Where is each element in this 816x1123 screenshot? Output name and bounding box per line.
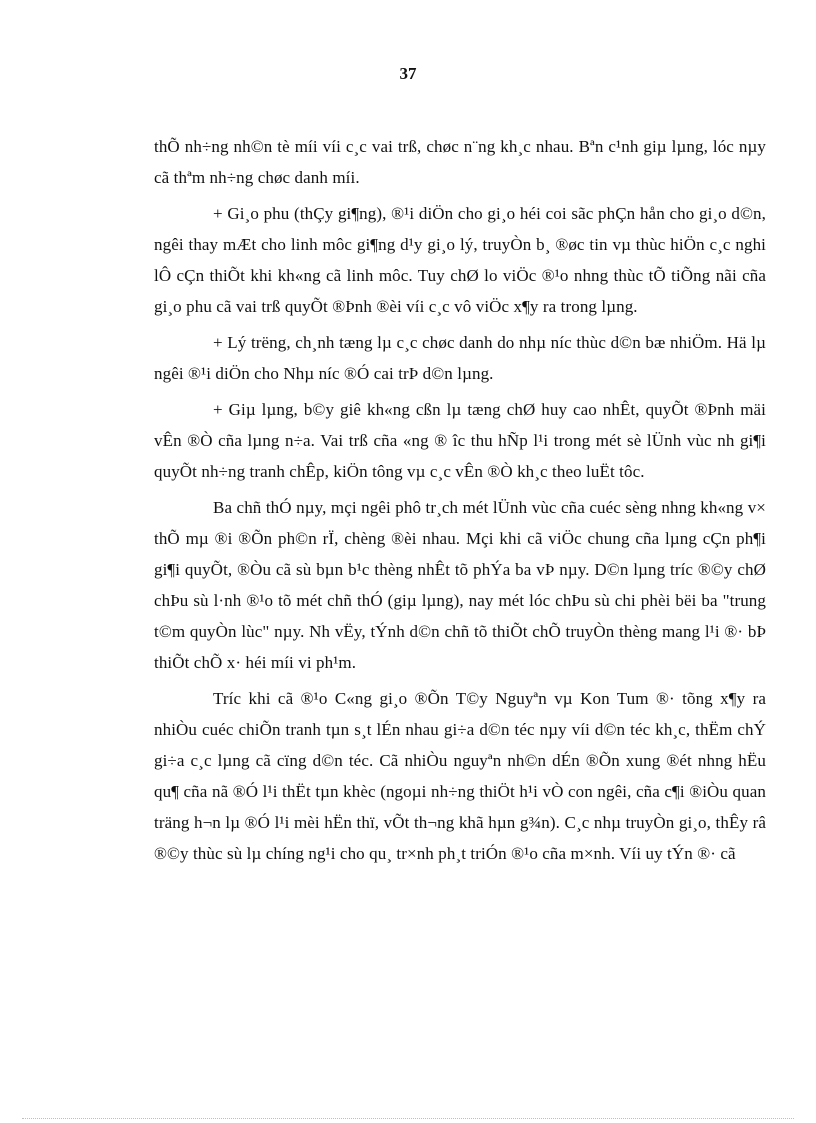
paragraph-continued: thÕ nh÷ng nh©n tè míi víi c¸c vai trß, chøc n¨ng kh¸c nhau. Bªn c¹nh giµ lµng, lóc nµy cã thªm nh÷ng chøc danh míi. bbox=[154, 137, 766, 187]
page-bottom-divider bbox=[22, 1118, 794, 1119]
paragraph-gia-lang: + Giµ lµng, b©y giê kh«ng cßn lµ tæng chØ huy cao nhÊt, quyÕt ®Þnh mäi vÊn ®Ò cña lµng n÷a. Vai trß cña «ng ® îc thu hÑp l¹i trong mét sè lÜnh vùc nh gi¶i quyÕt nh÷ng tranh chÊp, kiÖn tông vµ c¸c vÊn ®Ò kh¸c theo luËt tôc. bbox=[154, 400, 766, 481]
paragraph-ba-chu-the: Ba chñ thÓ nµy, mçi ngêi phô tr¸ch mét lÜnh vùc cña cuéc sèng nhng kh«ng v× thÕ mµ ®i ®Õn ph©n rÏ, chèng ®èi nhau. Mçi khi cã viÖc chung cña lµng cÇn ph¶i gi¶i quyÕt, ®Òu cã sù bµn b¹c thèng nhÊt tõ phÝa ba vÞ nµy. D©n lµng tríc ®©y chØ chÞu sù l·nh ®¹o tõ mét chñ thÓ (giµ lµng), nay mét lóc chÞu sù chi phèi bëi ba "trung t©m quyÒn lùc" nµy. Nh vËy, tÝnh d©n chñ tõ thiÕt chÕ truyÒn thèng mang l¹i ®· bÞ thiÕt chÕ x· héi míi vi ph¹m. bbox=[154, 498, 766, 672]
paragraph-truoc-khi: Tríc khi cã ®¹o C«ng gi¸o ®Õn T©y Nguyªn vµ Kon Tum ®· tõng x¶y ra nhiÒu cuéc chiÕn tranh tµn s¸t lÉn nhau gi÷a d©n téc nµy víi d©n téc kh¸c, thËm chÝ gi÷a c¸c lµng cã cïng d©n téc. Cã nhiÒu nguyªn nh©n dÉn ®Õn xung ®ét nhng hËu qu¶ cña nã ®Ó l¹i thËt tµn khèc (ngoµi nh÷ng thiÖt h¹i vÒ con ngêi, cña c¶i ®iÒu quan träng h¬n lµ ®Ó l¹i mèi hËn thï, vÕt th¬ng khã hµn g¾n). C¸c nhµ truyÒn gi¸o, thÊy râ ®©y thùc sù lµ chíng ng¹i cho qu¸ tr×nh ph¸t triÓn ®¹o cña m×nh. Víi uy tÝn ®· cã bbox=[154, 689, 766, 863]
paragraph-ly-truong: + Lý trëng, ch¸nh tæng lµ c¸c chøc danh do nhµ níc thùc d©n bæ nhiÖm. Hä lµ ngêi ®¹i diÖn cho Nhµ níc ®Ó cai trÞ d©n lµng. bbox=[154, 333, 766, 383]
paragraph-giao-phu: + Gi¸o phu (thÇy gi¶ng), ®¹i diÖn cho gi¸o héi coi sãc phÇn hån cho gi¸o d©n, ngêi thay mÆt cho linh môc gi¶ng d¹y gi¸o lý, truyÒn b¸ ®øc tin vµ thùc hiÖn c¸c nghi lÔ cÇn thiÕt khi kh«ng cã linh môc. Tuy chØ lo viÖc ®¹o nhng thùc tÕ tiÕng nãi cña gi¸o phu cã vai trß quyÕt ®Þnh ®èi víi c¸c vô viÖc x¶y ra trong lµng. bbox=[154, 204, 766, 316]
page-number: 37 bbox=[399, 64, 417, 83]
document-body bbox=[154, 131, 766, 874]
